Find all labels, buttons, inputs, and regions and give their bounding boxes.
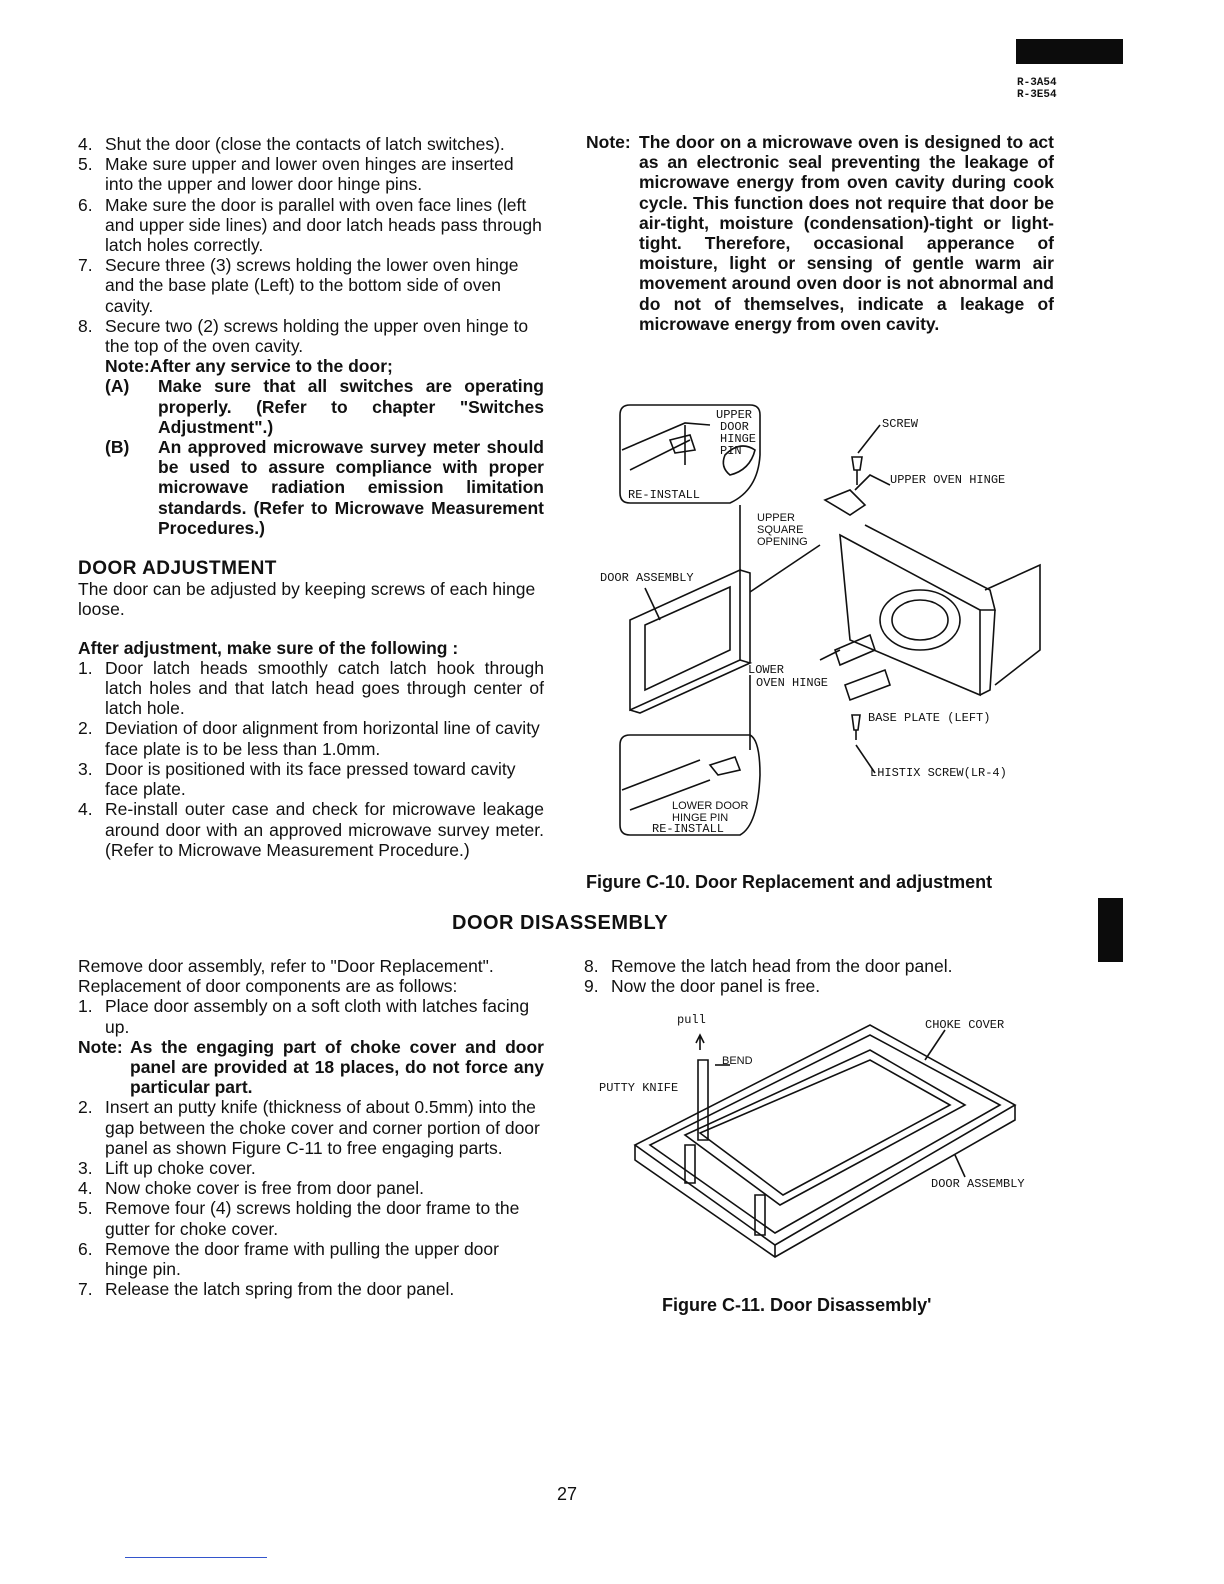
door-disassembly-title: DOOR DISASSEMBLY: [452, 912, 669, 934]
left-column-lower: [78, 956, 544, 1299]
label-hinge-pin: HINGE PIN: [672, 812, 729, 824]
disassembly-intro-1: Remove door assembly, refer to "Door Replacement".: [78, 956, 494, 976]
disassembly-step: 1. Place door assembly on a soft cloth with latches facing up.: [78, 996, 530, 1037]
note-label: Note:: [586, 132, 631, 152]
figure-c11-caption: Figure C-11. Door Disassembly': [662, 1295, 932, 1315]
label-upper: UPPER: [716, 408, 753, 422]
label-door-assembly-c11: DOOR ASSEMBLY: [931, 1177, 1025, 1191]
label-oven-hinge: OVEN HINGE: [756, 676, 829, 690]
label-lower: LOWER: [748, 663, 785, 677]
label-re-install-top: RE-INSTALL: [628, 488, 701, 502]
label-pull: pull: [677, 1013, 706, 1027]
door-seal-note: [586, 132, 1054, 334]
adjust-item: 4. Re-install outer case and check for microwave leakage around door with an approved microwave survey meter. (Refer to Microwave Measurement Procedure.): [78, 799, 544, 860]
label-base-plate: BASE PLATE (LEFT): [868, 711, 991, 725]
right-column-lower: [584, 956, 1054, 996]
disassembly-step: 2. Insert an putty knife (thickness of about 0.5mm) into the gap between the choke cover and corner portion of door panel as shown Figure C-11 to free engaging parts.: [78, 1097, 540, 1158]
disassembly-step: 5. Remove four (4) screws holding the door frame to the gutter for choke cover.: [78, 1198, 520, 1239]
label-bend: BEND: [722, 1055, 753, 1067]
service-note-title: Note:After any service to the door;: [105, 356, 393, 377]
left-column-upper: [78, 134, 544, 860]
door-adjustment-intro: The door can be adjusted by keeping screws of each hinge loose.: [78, 579, 536, 620]
label-upper-square: UPPER: [757, 512, 795, 524]
screw-icon: [852, 457, 862, 485]
model-number: R-3A54: [1017, 77, 1057, 89]
disassembly-step: 3. Lift up choke cover.: [78, 1158, 256, 1179]
door-adjustment-heading: DOOR ADJUSTMENT: [78, 558, 277, 580]
step-item: 7. Secure three (3) screws holding the lower oven hinge and the base plate (Left) to the bottom side of oven cavity.: [78, 255, 519, 316]
service-note-item: (A) Make sure that all switches are operating properly. (Refer to chapter "Switches Adjustment".): [105, 376, 544, 437]
label-pin: PIN: [720, 444, 742, 458]
adjust-item: 3. Door is positioned with its face pressed toward cavity face plate.: [78, 758, 516, 800]
disassembly-intro-2: Replacement of door components are as follows:: [78, 976, 458, 997]
disassembly-step: 9. Now the door panel is free.: [584, 976, 821, 997]
disassembly-step: 4. Now choke cover is free from door panel.: [78, 1178, 425, 1199]
disassembly-step: 7. Release the latch spring from the door panel.: [78, 1279, 455, 1300]
page-number: 27: [557, 1484, 578, 1504]
label-door-assembly: DOOR ASSEMBLY: [600, 571, 694, 585]
label-choke-cover: CHOKE COVER: [925, 1018, 1005, 1032]
model-number: R-3E54: [1017, 89, 1057, 101]
label-upper-oven-hinge: UPPER OVEN HINGE: [890, 473, 1006, 487]
header-black-tab: [1016, 39, 1123, 64]
disassembly-note: Note: As the engaging part of choke cover and door panel are provided at 18 places, do not force any particular part.: [78, 1036, 544, 1098]
service-note-item: (B) An approved microwave survey meter should be used to assure compliance with proper microwave radiation emission limitation standards. (Refer to Microwave Measurement Procedures.): [105, 437, 544, 538]
label-square: SQUARE: [757, 524, 804, 536]
label-re-install-bottom: RE-INSTALL: [652, 822, 725, 836]
after-adjustment-heading: After adjustment, make sure of the following :: [78, 637, 459, 658]
figure-c10-caption: Figure C-10. Door Replacement and adjustment: [586, 872, 993, 892]
label-lower-door: LOWER DOOR: [672, 800, 749, 812]
side-black-tab: [1098, 898, 1123, 962]
label-lhistix-screw: LHISTIX SCREW(LR-4): [870, 766, 1007, 780]
label-door: DOOR: [720, 420, 749, 434]
step-item: 5. Make sure upper and lower oven hinges are inserted into the upper and lower door hinge pins.: [78, 154, 514, 195]
disassembly-step: 8. Remove the latch head from the door panel.: [584, 956, 953, 976]
figure-c11-diagram: [595, 1005, 1045, 1260]
disassembly-step: 6. Remove the door frame with pulling the upper door hinge pin.: [78, 1238, 499, 1280]
step-item: 4. Shut the door (close the contacts of latch switches).: [78, 134, 505, 154]
label-screw: SCREW: [882, 417, 919, 431]
step-item: 8. Secure two (2) screws holding the upper oven hinge to the top of the oven cavity.: [78, 315, 529, 357]
adjust-item: 2. Deviation of door alignment from horizontal line of cavity face plate is to be less than 1.0mm.: [78, 718, 540, 759]
label-opening: OPENING: [757, 536, 808, 548]
label-putty-knife: PUTTY KNIFE: [599, 1081, 679, 1095]
model-numbers: [1017, 77, 1057, 101]
figure-c10-diagram: [590, 395, 1060, 845]
note-text: The door on a microwave oven is designed to act as an electronic seal preventing the leakage of microwave energy from oven cavity during cook cycle. This function does not require that door be air-tight, moisture (condensation)-tight or light-tight. Therefore, occasional apperance of moisture, light or sensing of gentle warm air movement around oven door is not abnormal and do not of themselves, indicate a leakage of microwave energy from oven cavity.: [639, 132, 1054, 334]
label-hinge: HINGE: [720, 432, 757, 446]
footer-rule: [125, 1557, 267, 1558]
adjust-item: 1. Door latch heads smoothly catch latch hook through latch holes and that latch head goes through center of latch hole.: [78, 657, 544, 719]
step-item: 6. Make sure the door is parallel with oven face lines (left and upper side lines) and door latch heads pass through latch holes correctly.: [78, 194, 542, 256]
